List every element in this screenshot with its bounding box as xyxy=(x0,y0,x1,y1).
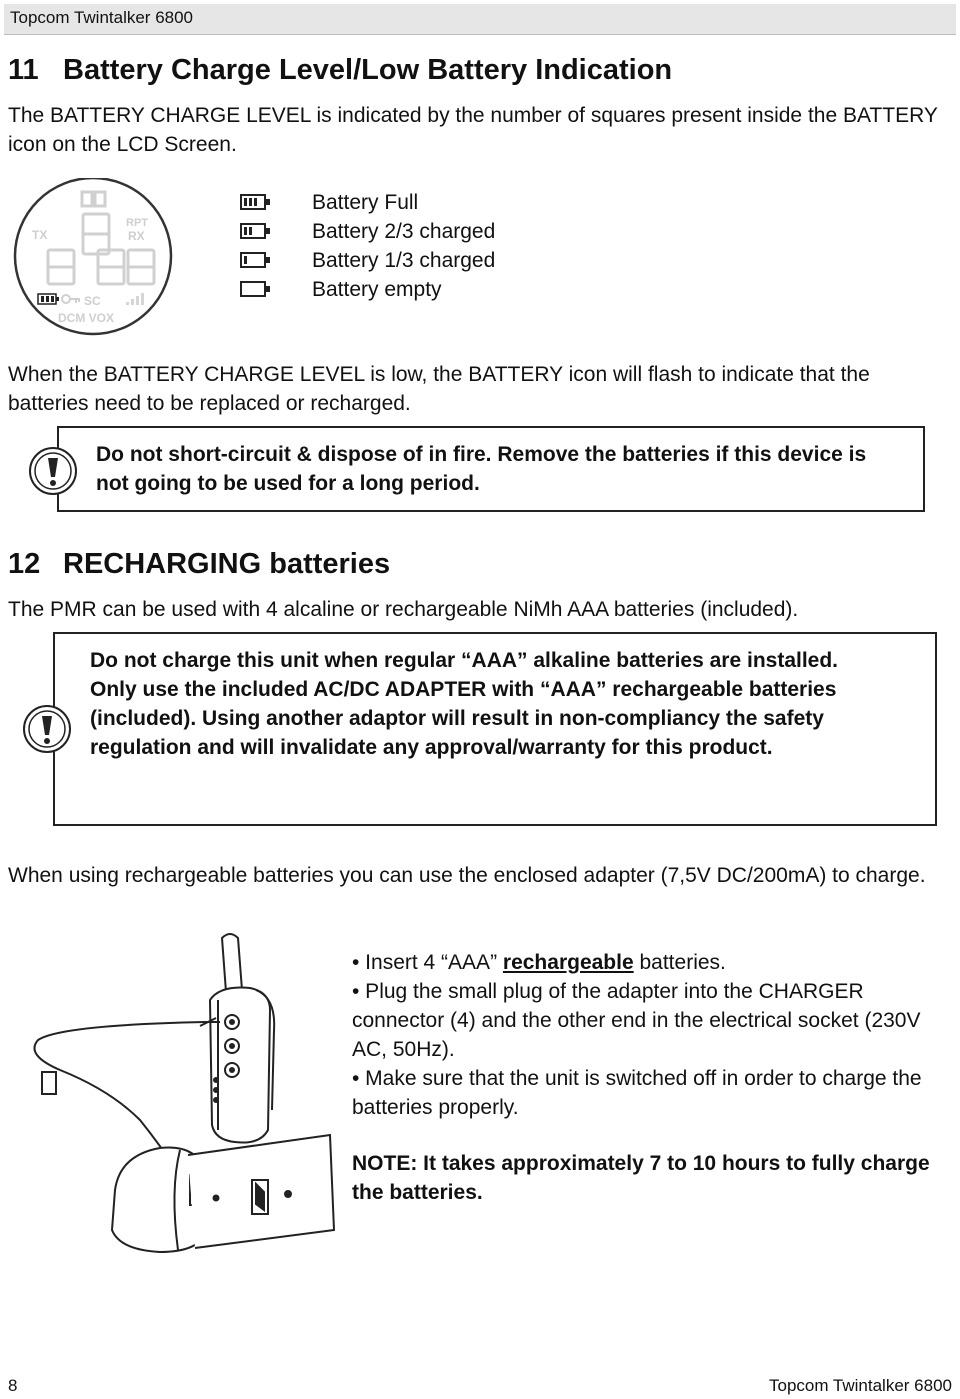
radio-icon xyxy=(210,934,274,1143)
rechargeable-emphasis: rechargeable xyxy=(502,951,634,974)
footer-title: Topcom Twintalker 6800 xyxy=(768,1376,952,1395)
battery-legend-label: Battery 2/3 charged xyxy=(312,219,496,243)
charger-illustration xyxy=(20,930,340,1260)
battery-empty-icon xyxy=(240,280,274,300)
battery-legend xyxy=(240,188,495,304)
battery-full-icon xyxy=(240,193,274,213)
battery-legend-row xyxy=(240,275,495,304)
charging-instructions xyxy=(352,948,952,1122)
lcd-rx-label: RX xyxy=(128,229,145,243)
lcd-sc-label: SC xyxy=(84,294,101,308)
warning-text-2-line2: Only use the included AC/DC ADAPTER with “AAA” rechargeable batteries (included). Using another adaptor will result in non-compliancy the safety regulation and will invalidate any approval/warranty for this product. xyxy=(90,678,837,759)
battery-legend-row xyxy=(240,246,495,275)
section-12-intro: The PMR can be used with 4 alcaline or rechargeable NiMh AAA batteries (included). xyxy=(8,598,799,621)
battery-legend-label: Battery 1/3 charged xyxy=(312,248,496,272)
page-number: 8 xyxy=(8,1376,18,1395)
warning-text-1: Do not short-circuit & dispose of in fire. Remove the batteries if this device is not going to be used for a long period. xyxy=(96,443,867,495)
battery-legend-label: Battery Full xyxy=(312,190,419,214)
wall-socket-icon xyxy=(188,1135,334,1248)
page-header-title: Topcom Twintalker 6800 xyxy=(10,8,194,27)
adapter-text: When using rechargeable batteries you can use the enclosed adapter (7,5V DC/200mA) to charge. xyxy=(8,864,926,887)
battery-two-thirds-icon xyxy=(240,222,274,242)
lcd-screen-illustration xyxy=(8,178,178,338)
section-11-intro: The BATTERY CHARGE LEVEL is indicated by the number of squares present inside the BATTERY icon on the LCD Screen. xyxy=(8,104,938,156)
section-12-heading xyxy=(8,548,390,581)
warning-text-2-line1: Do not charge this unit when regular “AAA” alkaline batteries are installed. xyxy=(90,649,839,672)
warning-icon xyxy=(20,702,74,761)
lcd-tx-label: TX xyxy=(32,228,48,242)
warning-icon xyxy=(26,444,80,503)
low-battery-text: When the BATTERY CHARGE LEVEL is low, the BATTERY icon will flash to indicate that the batteries need to be replaced or recharged. xyxy=(8,363,870,415)
instruction-2: • Plug the small plug of the adapter into the CHARGER connector (4) and the other end in the electrical socket (230V AC, 50Hz). xyxy=(352,980,921,1061)
instruction-3: • Make sure that the unit is switched off in order to charge the batteries properly. xyxy=(352,1067,922,1119)
section-11-title: Battery Charge Level/Low Battery Indication xyxy=(63,54,673,86)
warning-text-2 xyxy=(90,646,910,762)
battery-one-third-icon xyxy=(240,251,274,271)
section-11-heading xyxy=(8,54,672,87)
battery-legend-label: Battery empty xyxy=(312,277,442,301)
battery-legend-row xyxy=(240,217,495,246)
section-12-title: RECHARGING batteries xyxy=(63,548,391,580)
instruction-1: • Insert 4 “AAA” rechargeable batteries. xyxy=(352,951,726,974)
lcd-rpt-label: RPT xyxy=(126,217,148,229)
lcd-dcm-vox-label: DCM VOX xyxy=(58,311,115,325)
battery-legend-row xyxy=(240,188,495,217)
section-12-number: 12 xyxy=(8,548,41,580)
charging-note: NOTE: It takes approximately 7 to 10 hours to fully charge the batteries. xyxy=(352,1152,930,1204)
section-11-number: 11 xyxy=(8,54,39,86)
